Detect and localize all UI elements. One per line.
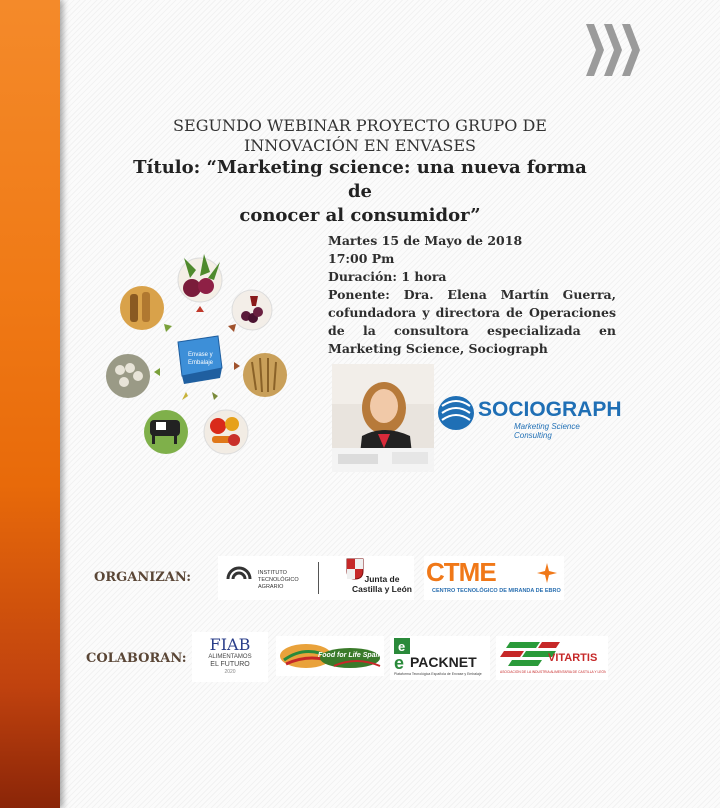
ctme-name-text: CTME [426,557,496,587]
ctme-logo [424,556,564,600]
itacyl-line2: TECNOLÓGICO [258,577,299,583]
ctme-subtitle: CENTRO TECNOLÓGICO DE MIRANDA DE EBRO [432,588,561,594]
itacyl-text [258,570,299,591]
event-speaker: Ponente: Dra. Elena Martín Guerra, cofundadora y directora de Operaciones de la consultora especializada en Marketing Science, Sociograph [328,287,616,356]
junta-line2: Castilla y León [352,584,412,594]
itacyl-junta-logo [218,556,414,600]
svg-text:e: e [398,639,406,654]
fiab-line3: 2020 [224,669,236,675]
title-line-4: conocer al consumidor” [239,205,481,226]
diagram-center-line2: Embalaje [188,360,214,366]
fiab-line2: EL FUTURO [210,661,250,668]
grapes-wine-image [232,290,272,330]
packnet-e-icon [394,638,410,654]
wheat-image [243,353,287,397]
vitartis-name: VITARTIS [548,652,598,664]
itacyl-line1: INSTITUTO [258,570,287,576]
sociograph-tagline: Marketing Science Consulting [514,422,580,440]
diagram-center-line1: Envase y [188,352,213,358]
organizers-label: ORGANIZAN: [94,570,192,585]
fiab-logo [192,632,268,682]
sociograph-name: SOCIOGRAPH [478,398,622,421]
sociograph-logo [436,392,622,440]
svg-text:e: e [394,654,405,670]
junta-line1: Junta de [364,574,400,584]
triple-chevron-icon [586,22,644,78]
packaging-center-box [178,336,222,384]
beet-image [178,254,222,302]
title-line-2: INNOVACIÓN EN ENVASES [243,136,476,155]
food-for-life-logo [276,636,384,676]
fiab-name: FIAB [209,635,251,654]
sheep-image [106,354,150,398]
mushroom-image [120,286,164,330]
speaker-photo [332,364,434,472]
packnet-e-large-icon [394,654,410,670]
vitartis-logo [496,636,608,680]
fiab-line1: ALIMENTAMOS [208,654,252,660]
orange-side-bar [0,0,60,808]
junta-text [352,574,412,594]
packnet-subtitle: Plataforma Tecnológica Española de Envase y Embalaje [394,672,482,676]
vegetables-image [204,410,248,454]
webinar-title-block [130,116,590,228]
itacyl-line3: AGRARIO [258,584,284,590]
packnet-name: PACKNET [410,654,477,670]
food-for-life-name: Food for Life Spain [318,652,382,659]
event-details [328,232,616,358]
sociograph-symbol-icon [436,392,476,434]
itacyl-swirl-icon [224,564,254,594]
title-line-3: Título: “Marketing science: una nueva forma de [133,157,587,202]
event-time: 17:00 Pm [328,251,395,266]
title-line-1: SEGUNDO WEBINAR PROYECTO GRUPO DE [173,116,547,135]
ctme-name [426,556,496,588]
event-duration: Duración: 1 hora [328,269,447,284]
ctme-star-icon [536,562,558,584]
packaging-diagram [100,250,300,460]
packnet-logo [390,636,490,680]
event-date: Martes 15 de Mayo de 2018 [328,233,523,248]
vitartis-subtitle: ASOCIACIÓN DE LA INDUSTRIA ALIMENTARIA DE CASTILLA Y LEÓN [500,670,606,674]
cow-image [144,410,188,454]
logo-divider [318,562,319,594]
collaborators-label: COLABORAN: [86,651,187,666]
